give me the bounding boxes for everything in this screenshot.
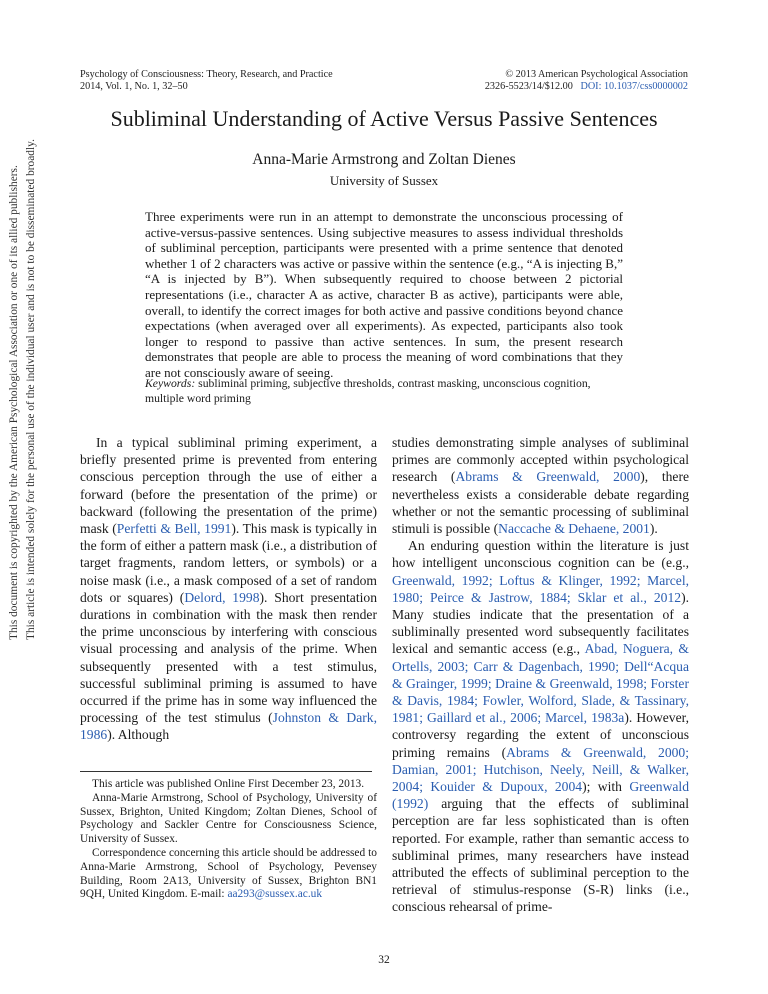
page-number: 32 [378,954,390,966]
journal-volume: 2014, Vol. 1, No. 1, 32–50 [80,81,188,92]
journal-name: Psychology of Consciousness: Theory, Research, and Practice [80,69,333,80]
citation-link[interactable]: Greenwald, 1992; Loftus & Klinger, 1992; Marcel, 1980; Peirce & Jastrow, 1884; Sklar et al., 2012 [392,572,689,605]
doi-link[interactable]: DOI: 10.1037/css0000002 [580,81,688,92]
copyright-side-notice [6,80,46,640]
body-paragraph: In a typical subliminal priming experiment, a briefly presented prime is prevented from entering conscious perception through the use of either a forward (before the presentation of the prime) or backward (following the presentation of the prime) mask (Perfetti & Bell, 1991). This mask is typically in the form of either a pattern mask (i.e., a distribution of target fragments, random letters, or symbols) or a noise mask (i.e., a mask composed of a set of random dots or squares) (Delord, 1998). Short presentation durations in combination with the mask then render the prime unconscious by interfering with conscious visual processing and analysis of the prime. When subsequently presented with a test stimulus, successful subliminal priming is assumed to have occurred if the prime has in some way influenced the processing of the test stimulus (Johnston & Dark, 1986). Although [80,435,377,743]
keywords-text: subliminal priming, subjective thresholds, contrast masking, unconscious cognition, multiple word priming [145,377,591,405]
article-title: Subliminal Understanding of Active Versus Passive Sentences [110,106,658,131]
footnote-affiliations: Anna-Marie Armstrong, School of Psychology, University of Sussex, Brighton, United Kingdom; Zoltan Dienes, School of Psychology and Sackler Centre for Consciousness Science, University of Sussex. [80,791,377,846]
footnotes [80,778,377,902]
copyright-info [388,69,688,93]
body-column-right [392,434,689,916]
citation-link[interactable]: Delord, 1998 [184,589,260,605]
footnote-correspondence: Correspondence concerning this article should be addressed to Anna-Marie Armstrong, School of Psychology, Pevensey Building, Room 2A13, University of Sussex, Brighton BN1 9QH, United Kingdom. E-mail: aa293@sussex.ac.uk [80,846,377,901]
issn-price: 2326-5523/14/$12.00 [484,81,573,92]
citation-link[interactable]: Johnston & Dark, 1986 [80,710,377,743]
copyright-line: © 2013 American Psychological Association [505,69,688,80]
citation-link[interactable]: Abrams & Greenwald, 2000; Damian, 2001; Hutchison, Neely, Neill, & Walker, 2004; Kouider & Dupoux, 2004 [392,744,689,795]
citation-link[interactable]: Greenwald (1992) [392,779,689,812]
keywords [145,376,623,406]
citation-link[interactable]: Naccache & Dehaene, 2001 [498,521,650,537]
email-link[interactable]: aa293@sussex.ac.uk [227,888,323,901]
issn-doi-line [388,81,688,93]
citation-link[interactable]: Abrams & Greenwald, 2000 [455,469,641,485]
keywords-label: Keywords: [145,377,196,390]
affiliation: University of Sussex [329,173,439,188]
citation-link[interactable]: Abad, Noguera, & Ortells, 2003; Carr & Dagenbach, 1990; Dell“Acqua & Grainger, 1999; Draine & Greenwald, 1998; Forster & Davis, 1984; Fowler, Wolford, Slade, & Tassinary, 1981; Gaillard et al., 2006; Marcel, 1983a [392,641,689,726]
author-list: Anna-Marie Armstrong and Zoltan Dienes [252,151,516,168]
footnote-published: This article was published Online First December 23, 2013. [92,778,365,790]
footnote-divider [80,771,372,772]
side-notice-line-1: This document is copyrighted by the American Psychological Association or one of its allied publishers. [8,165,20,640]
side-notice-line-2: This article is intended solely for the personal use of the individual user and is not to be disseminated broadly. [25,139,37,640]
body-column-left [80,434,377,744]
body-paragraph: An enduring question within the literature is just how intelligent unconscious cognition can be (e.g., Greenwald, 1992; Loftus & Klinger, 1992; Marcel, 1980; Peirce & Jastrow, 1884; Sklar et al., 2012). Many studies indicate that the presentation of a subliminally presented word subsequently facilitates lexical and semantic access (e.g., Abad, Noguera, & Ortells, 2003; Carr & Dagenbach, 1990; Dell“Acqua & Grainger, 1999; Draine & Greenwald, 1998; Forster & Davis, 1984; Fowler, Wolford, Slade, & Tassinary, 1981; Gaillard et al., 2006; Marcel, 1983a). However, controversy regarding the extent of unconscious priming remains (Abrams & Greenwald, 2000; Damian, 2001; Hutchison, Neely, Neill, & Walker, 2004; Kouider & Dupoux, 2004); with Greenwald (1992) arguing that the effects of subliminal perception are far less sophisticated than is often reported. For example, rather than semantic access to subliminal primes, many researchers have instead attributed the effects of subliminal perception to the retrieval of stimulus-response (S-R) links (i.e., conscious rehearsal of prime- [392,538,690,915]
body-paragraph: studies demonstrating simple analyses of subliminal primes are commonly accepted within psychological research (Abrams & Greenwald, 2000), there nevertheless exists a considerable debate regarding whether or not the semantic processing of subliminal stimuli is possible (Naccache & Dehaene, 2001). [392,435,690,537]
abstract: Three experiments were run in an attempt to demonstrate the unconscious processing of active-versus-passive sentences. Using subjective measures to assess individual thresholds of subliminal perception, participants were presented with a prime sentence that denoted whether 1 of 2 characters was active or passive within the sentence (e.g., “A is injecting B,” “A is injected by B”). When subsequently required to choose between 2 pictorial representations (i.e., character A as active, character B as active), participants were able, overall, to identify the correct images for both active and passive conditions beyond chance expectations (when averaged over all experiments). As expected, participants also took longer to respond to passive than active sentences. In sum, the present research demonstrates that people are able to process the meaning of word combinations that they are not consciously aware of seeing. [145,209,623,380]
journal-info [80,69,380,93]
citation-link[interactable]: Perfetti & Bell, 1991 [116,521,232,537]
